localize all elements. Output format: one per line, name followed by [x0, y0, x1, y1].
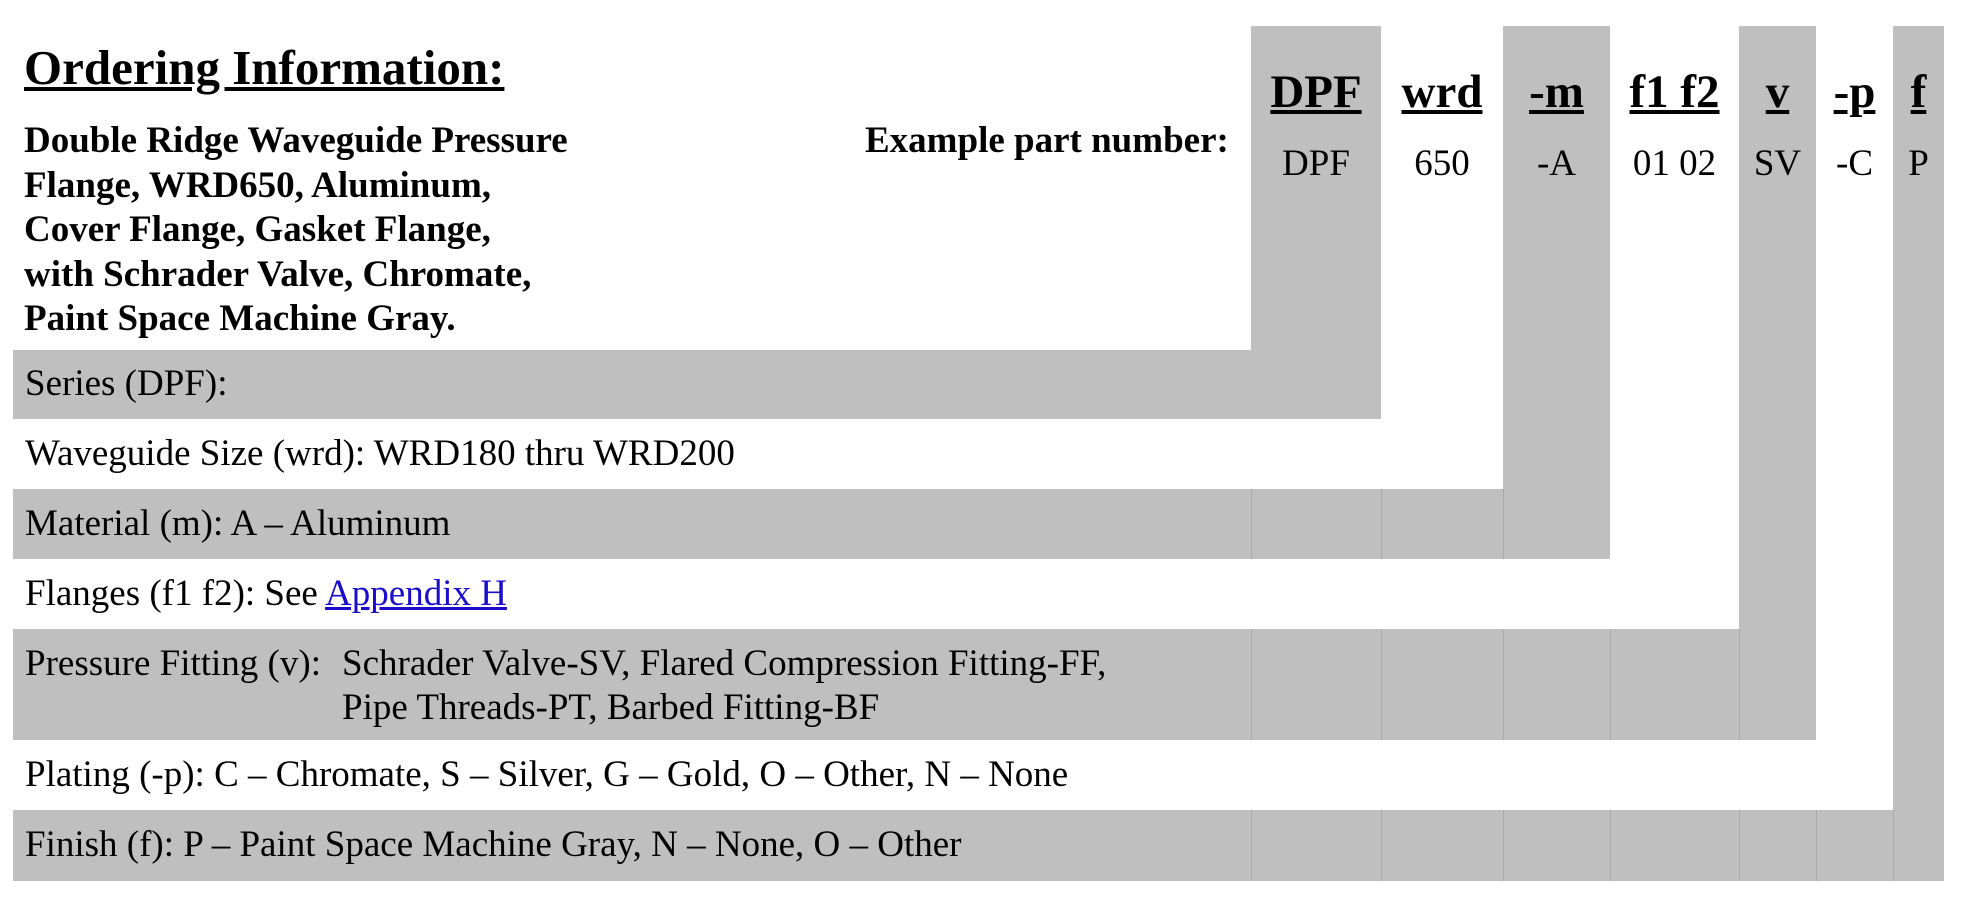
column-example-value: SV — [1753, 143, 1802, 184]
cell-divider — [1381, 810, 1382, 881]
column-code: f1 f2 — [1629, 66, 1720, 118]
column-example-value: -A — [1536, 143, 1577, 184]
appendix-h-link[interactable]: Appendix H — [325, 573, 507, 614]
row-finish — [13, 810, 1944, 881]
part-description — [24, 119, 568, 342]
description-line: Cover Flange, Gasket Flange, — [24, 209, 491, 250]
column-example-value: DPF — [1282, 143, 1350, 184]
description-line: Double Ridge Waveguide Pressure — [24, 120, 568, 161]
cell-divider — [1893, 810, 1894, 881]
column-example-value: -C — [1836, 143, 1873, 184]
cell-divider — [1251, 489, 1252, 559]
column-p — [1816, 26, 1893, 740]
column-code: DPF — [1270, 66, 1362, 118]
pressure-fitting-options-line1: Schrader Valve-SV, Flared Compression Fitting-FF, — [342, 643, 1107, 684]
example-part-number-label: Example part number: — [865, 120, 1229, 161]
column-f1-f2 — [1610, 26, 1739, 626]
row-label: Finish (f): P – Paint Space Machine Gray, N – None, O – Other — [25, 824, 962, 865]
description-line: Paint Space Machine Gray. — [24, 298, 456, 339]
cell-divider — [1816, 810, 1817, 881]
row-label: Material (m): A – Aluminum — [25, 503, 451, 544]
column-f — [1893, 26, 1944, 881]
row-flanges — [13, 559, 1739, 629]
cell-divider — [1251, 629, 1252, 740]
column-code: -m — [1529, 66, 1584, 118]
cell-divider — [1739, 810, 1740, 881]
cell-divider — [1251, 810, 1252, 881]
cell-divider — [1610, 629, 1611, 740]
column-code: v — [1765, 66, 1790, 118]
cell-divider — [1610, 810, 1611, 881]
cell-divider — [1503, 489, 1504, 559]
column-code: f — [1910, 66, 1927, 118]
cell-divider — [1381, 489, 1382, 559]
row-plating — [13, 740, 1893, 810]
cell-divider — [1739, 629, 1740, 740]
row-material — [13, 489, 1610, 559]
column-m — [1503, 26, 1610, 559]
page-title: Ordering Information: — [24, 40, 505, 95]
cell-divider — [1503, 629, 1504, 740]
column-code: -p — [1833, 66, 1876, 118]
row-label: Series (DPF): — [25, 363, 228, 404]
cell-divider — [1381, 629, 1382, 740]
cell-divider — [1503, 810, 1504, 881]
column-example-value: P — [1908, 143, 1929, 184]
row-label — [25, 572, 507, 616]
pressure-fitting-options-line2: Pipe Threads-PT, Barbed Fitting-BF — [342, 687, 880, 728]
row-waveguide-size — [13, 419, 1503, 489]
row-label: Waveguide Size (wrd): WRD180 thru WRD200 — [25, 433, 735, 474]
description-line: Flange, WRD650, Aluminum, — [24, 164, 492, 206]
pressure-fitting-label: Pressure Fitting (v): — [25, 643, 321, 684]
column-example-value: 01 02 — [1632, 143, 1717, 184]
column-code: wrd — [1401, 66, 1483, 118]
row-label: Plating (-p): C – Chromate, S – Silver, G – Gold, O – Other, N – None — [25, 754, 1069, 795]
row-pressure-fitting — [13, 629, 1816, 740]
row-series — [13, 350, 1381, 419]
column-wrd — [1381, 26, 1503, 350]
column-example-value: 650 — [1414, 143, 1470, 184]
flanges-prefix: Flanges (f1 f2): See — [25, 573, 326, 614]
description-line: with Schrader Valve, Chromate, — [24, 253, 532, 295]
